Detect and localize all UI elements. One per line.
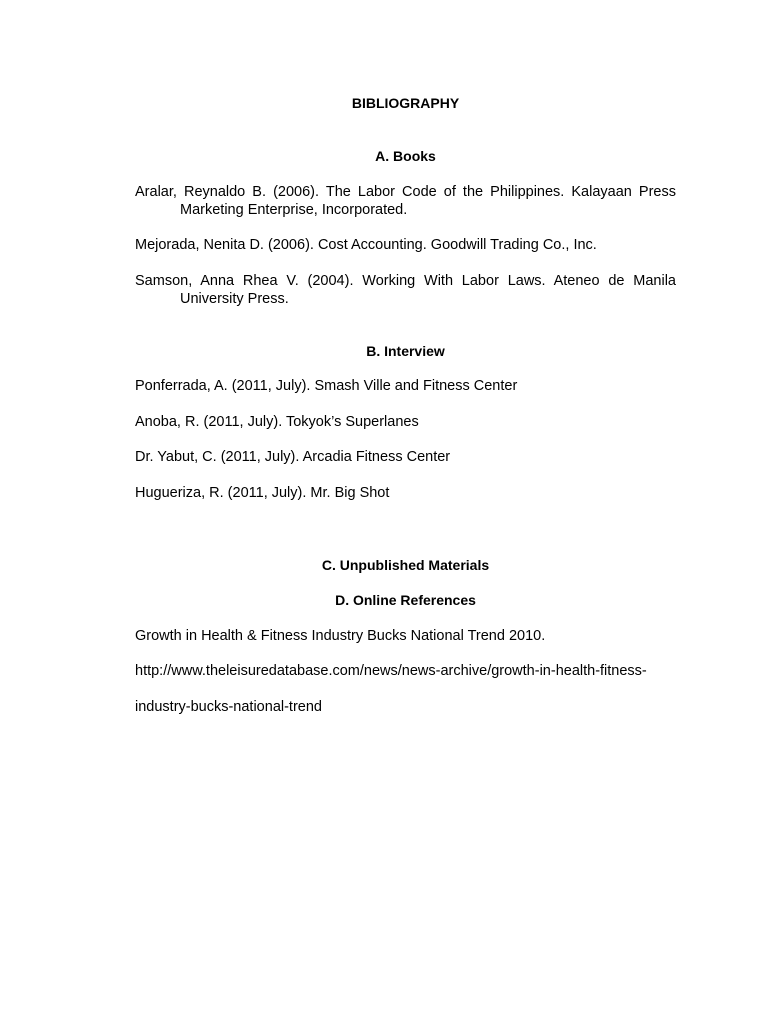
- book-entry: Mejorada, Nenita D. (2006). Cost Accounting. Goodwill Trading Co., Inc.: [135, 237, 597, 253]
- section-heading-interview: B. Interview: [366, 343, 445, 359]
- book-entry-line: Aralar, Reynaldo B. (2006). The Labor Code of the Philippines. Kalayaan Press: [135, 184, 676, 200]
- section-heading-books: A. Books: [375, 148, 436, 164]
- interview-entry: Ponferrada, A. (2011, July). Smash Ville and Fitness Center: [135, 378, 518, 394]
- book-entry: [135, 272, 676, 308]
- online-reference-url: http://www.theleisuredatabase.com/news/news-archive/growth-in-health-fitness-: [135, 663, 647, 679]
- interview-entry: Anoba, R. (2011, July). Tokyok’s Superlanes: [135, 414, 419, 430]
- book-entry: [135, 183, 676, 219]
- section-heading-unpublished: C. Unpublished Materials: [321, 557, 490, 573]
- book-entry-continuation: University Press.: [180, 291, 289, 307]
- interview-entry: Dr. Yabut, C. (2011, July). Arcadia Fitness Center: [135, 449, 451, 465]
- interview-entry: Hugueriza, R. (2011, July). Mr. Big Shot: [135, 485, 390, 501]
- page-title: BIBLIOGRAPHY: [351, 95, 460, 111]
- section-heading-online: D. Online References: [335, 592, 476, 608]
- online-reference-url-continued: industry-bucks-national-trend: [135, 699, 322, 715]
- book-entry-line: Samson, Anna Rhea V. (2004). Working With Labor Laws. Ateneo de Manila: [135, 273, 676, 289]
- book-entry-continuation: Marketing Enterprise, Incorporated.: [180, 202, 408, 218]
- online-reference-title: Growth in Health & Fitness Industry Bucks National Trend 2010.: [135, 628, 546, 644]
